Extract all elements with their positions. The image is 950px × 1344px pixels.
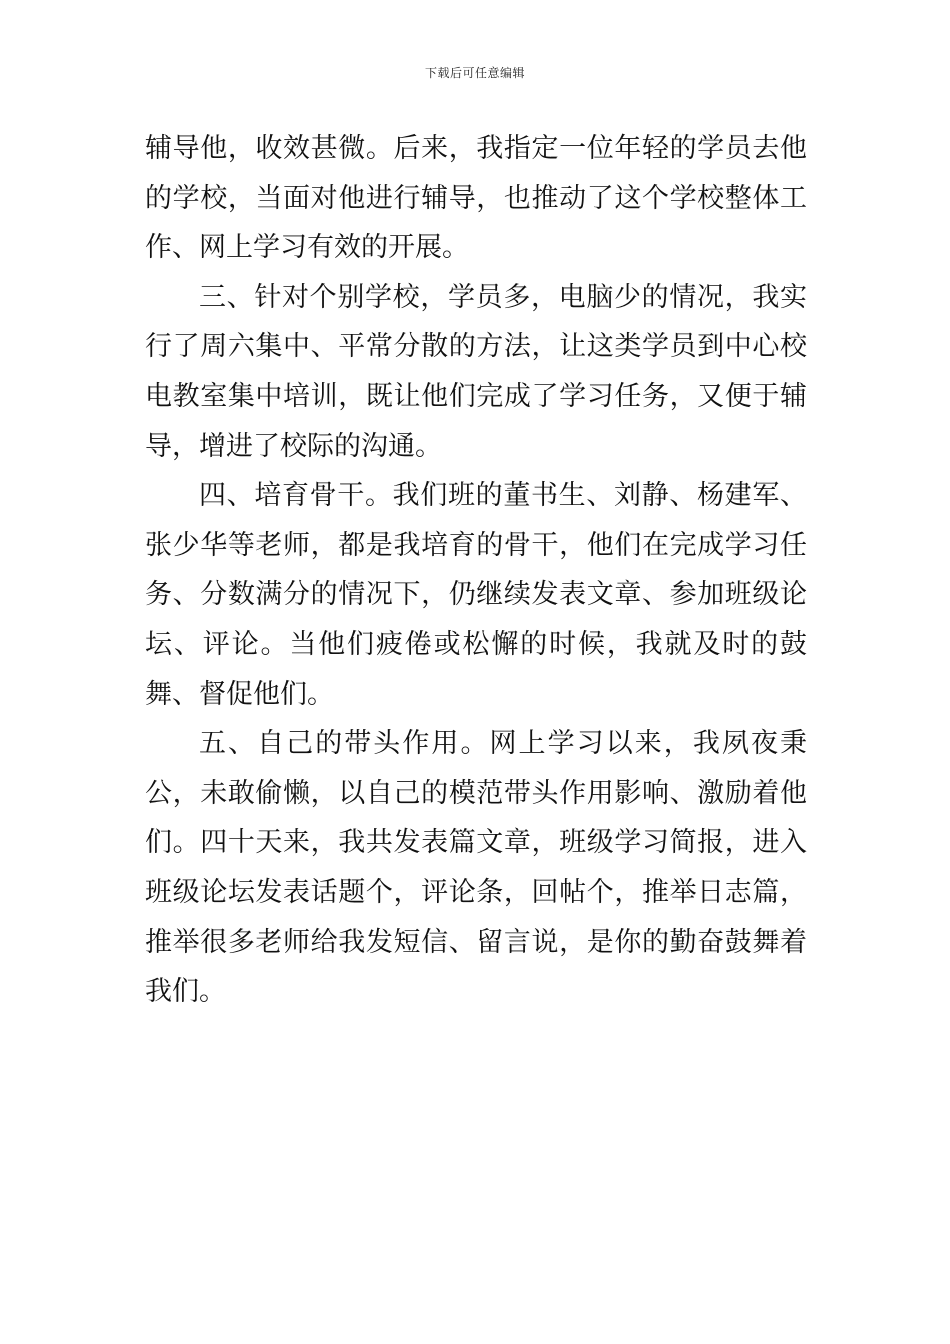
paragraph-item-four: 四、培育骨干。我们班的董书生、刘静、杨建军、张少华等老师，都是我培育的骨干，他们在完成学习任务、分数满分的情况下，仍继续发表文章、参加班级论坛、评论。当他们疲倦或松懈的时候，我就及时的鼓舞、督促他们。 [145,480,807,710]
document-body [145,124,807,1017]
paragraph-continuation: 辅导他，收效甚微。后来，我指定一位年轻的学员去他的学校，当面对他进行辅导，也推动了这个学校整体工作、网上学习有效的开展。 [145,133,807,264]
paragraph-item-three: 三、针对个别学校，学员多，电脑少的情况，我实行了周六集中、平常分散的方法，让这类学员到中心校电教室集中培训，既让他们完成了学习任务，又便于辅导，增进了校际的沟通。 [145,281,807,462]
page-header: 下载后可任意编辑 [424,66,525,80]
paragraph-item-five: 五、自己的带头作用。网上学习以来，我夙夜秉公，未敢偷懒，以自己的模范带头作用影响、激励着他们。四十天来，我共发表篇文章，班级学习简报，进入班级论坛发表话题个，评论条，回帖个，推举日志篇，推举很多老师给我发短信、留言说，是你的勤奋鼓舞着我们。 [145,728,807,1008]
